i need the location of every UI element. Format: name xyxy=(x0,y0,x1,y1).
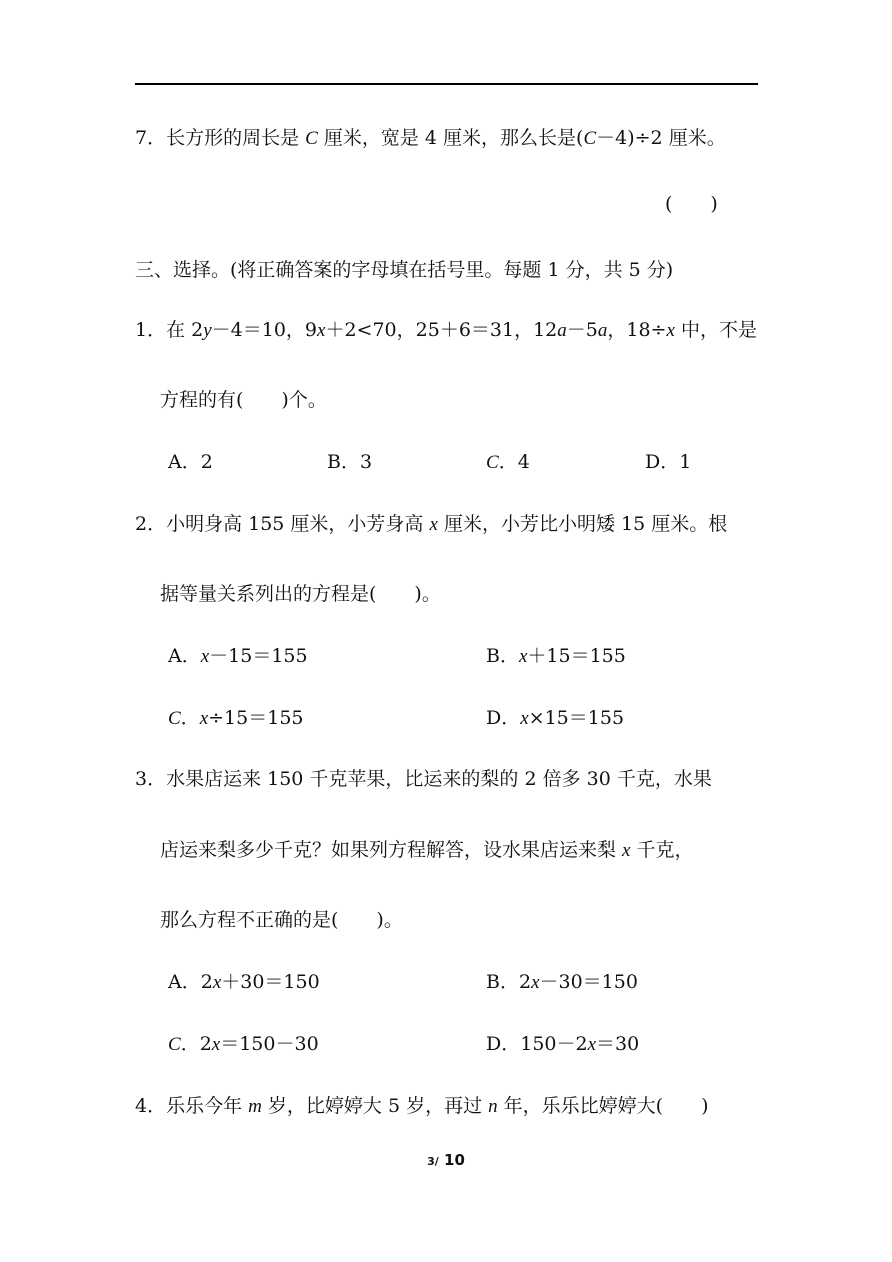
question-7: 7．长方形的周长是 C 厘米，宽是 4 厘米，那么长是(C－4)÷2 厘米。 xyxy=(135,127,726,149)
page-current: 3/ xyxy=(427,1155,439,1168)
page-total: 10 xyxy=(444,1151,465,1169)
question-2-line-1: 2．小明身高 155 厘米，小芳身高 x 厘米，小芳比小明矮 15 厘米。根 xyxy=(135,513,728,535)
question-3-line-3: 那么方程不正确的是( )。 xyxy=(160,909,403,931)
option-b: B．3 xyxy=(327,451,373,473)
option-c: C．4 xyxy=(486,451,530,473)
question-1-line-2: 方程的有( )个。 xyxy=(160,389,327,411)
header-rule xyxy=(135,83,758,85)
option-a: A．2x＋30＝150 xyxy=(168,971,320,993)
option-c: C．x÷15＝155 xyxy=(168,707,304,729)
option-b: B．x＋15＝155 xyxy=(486,645,626,667)
question-2-line-2: 据等量关系列出的方程是( )。 xyxy=(160,583,441,605)
section-heading: 三、选择。(将正确答案的字母填在括号里。每题 1 分，共 5 分) xyxy=(135,259,674,281)
question-4-line-1: 4．乐乐今年 m 岁，比婷婷大 5 岁，再过 n 年，乐乐比婷婷大( ) xyxy=(135,1095,709,1117)
option-a: A．x－15＝155 xyxy=(168,645,308,667)
page-number xyxy=(0,1151,892,1169)
question-3-line-1: 3．水果店运来 150 千克苹果，比运来的梨的 2 倍多 30 千克，水果 xyxy=(135,768,712,790)
option-d: D．x×15＝155 xyxy=(486,707,625,729)
option-b: B．2x－30＝150 xyxy=(486,971,638,993)
option-c: C．2x＝150－30 xyxy=(168,1033,319,1055)
option-d: D．150－2x＝30 xyxy=(486,1033,640,1055)
option-d: D．1 xyxy=(645,451,692,473)
question-1-line-1: 1．在 2y－4＝10，9x＋2<70，25＋6＝31，12a－5a，18÷x 中，不是 xyxy=(135,319,757,341)
option-a: A．2 xyxy=(168,451,213,473)
answer-blank: ( ) xyxy=(665,193,718,215)
question-3-line-2: 店运来梨多少千克？如果列方程解答，设水果店运来梨 x 千克， xyxy=(160,839,694,861)
